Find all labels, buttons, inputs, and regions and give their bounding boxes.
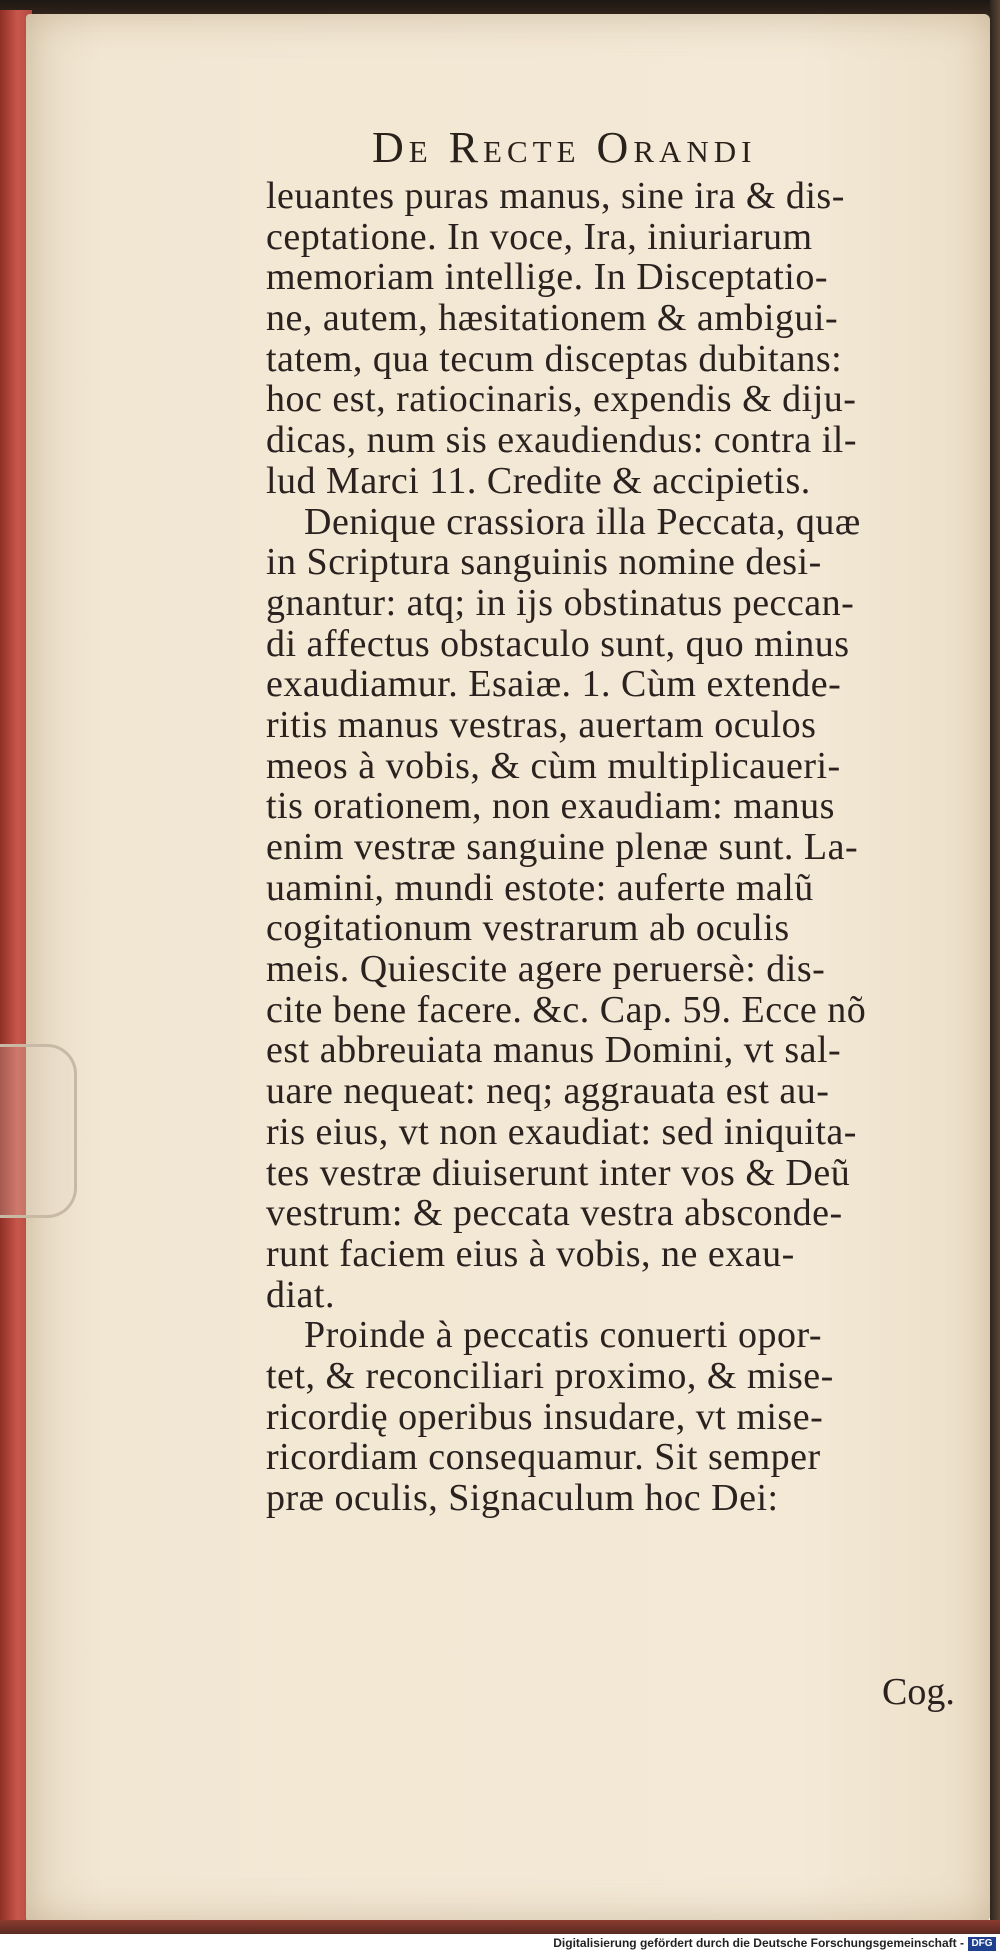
- bottom-cover-edge: [0, 1920, 1000, 1934]
- text-line: cogitationum vestrarum ab oculis: [266, 907, 790, 950]
- text-line: uare nequeat: neq; aggrauata est au-: [266, 1070, 830, 1113]
- text-line: meos à vobis, & cùm multiplicaueri-: [266, 744, 841, 787]
- text-line: ritis manus vestras, auertam oculos: [266, 703, 817, 746]
- text-line: tes vestræ diuiserunt inter vos & Deũ: [266, 1151, 851, 1194]
- digitization-credit: Digitalisierung gefördert durch die Deutsche Forschungsgemeinschaft -: [553, 1936, 964, 1950]
- text-line: lud Marci 11. Credite & accipietis.: [266, 459, 811, 502]
- text-line: tet, & reconciliari proximo, & mise-: [266, 1354, 834, 1397]
- text-line: præ oculis, Signaculum hoc Dei:: [266, 1477, 779, 1519]
- text-line: runt faciem eius à vobis, ne exau-: [266, 1232, 795, 1275]
- text-line: ceptatione. In voce, Ira, iniuriarum: [266, 215, 813, 258]
- text-line: in Scriptura sanguinis nomine desi-: [266, 541, 822, 584]
- text-line: di affectus obstaculo sunt, quo minus: [266, 622, 850, 665]
- text-line: ris eius, vt non exaudiat: sed iniquita-: [266, 1110, 857, 1153]
- text-line: est abbreuiata manus Domini, vt sal-: [266, 1029, 842, 1072]
- text-line: leuantes puras manus, sine ira & dis-: [266, 175, 845, 217]
- text-line: hoc est, ratiocinaris, expendis & diju-: [266, 378, 857, 421]
- catchword: Cog.: [882, 1671, 955, 1713]
- clasp-ring: [0, 1044, 77, 1218]
- running-head: De Recte Orandi: [372, 123, 757, 172]
- text-line: ricordiam consequamur. Sit semper: [266, 1436, 821, 1479]
- text-line: exaudiamur. Esaiæ. 1. Cùm extende-: [266, 663, 842, 706]
- body-text: [266, 176, 986, 1519]
- right-shadow: [990, 0, 1000, 1940]
- text-line: meis. Quiescite agere peruersè: dis-: [266, 948, 826, 991]
- text-line: ne, autem, hæsitationem & ambigui-: [266, 297, 839, 340]
- text-line: vestrum: & peccata vestra absconde-: [266, 1192, 843, 1235]
- text-line: cite bene facere. &c. Cap. 59. Ecce nõ: [266, 988, 867, 1031]
- text-line: tatem, qua tecum disceptas dubitans:: [266, 337, 843, 380]
- text-line: tis orationem, non exaudiam: manus: [266, 785, 835, 828]
- text-line: enim vestræ sanguine plenæ sunt. La-: [266, 826, 859, 868]
- text-line: memoriam intellige. In Disceptatio-: [266, 256, 829, 299]
- text-line: gnantur: atq; in ijs obstinatus peccan-: [266, 581, 855, 624]
- text-line: dicas, num sis exaudiendus: contra il-: [266, 419, 857, 462]
- text-line: ricordię operibus insudare, vt mise-: [266, 1395, 824, 1438]
- text-line: diat.: [266, 1273, 335, 1316]
- dfg-logo: DFG: [968, 1937, 996, 1951]
- text-line: uamini, mundi estote: auferte malũ: [266, 866, 814, 909]
- text-line: Proinde à peccatis conuerti opor-: [304, 1314, 822, 1357]
- text-line: Denique crassiora illa Peccata, quæ: [304, 500, 861, 543]
